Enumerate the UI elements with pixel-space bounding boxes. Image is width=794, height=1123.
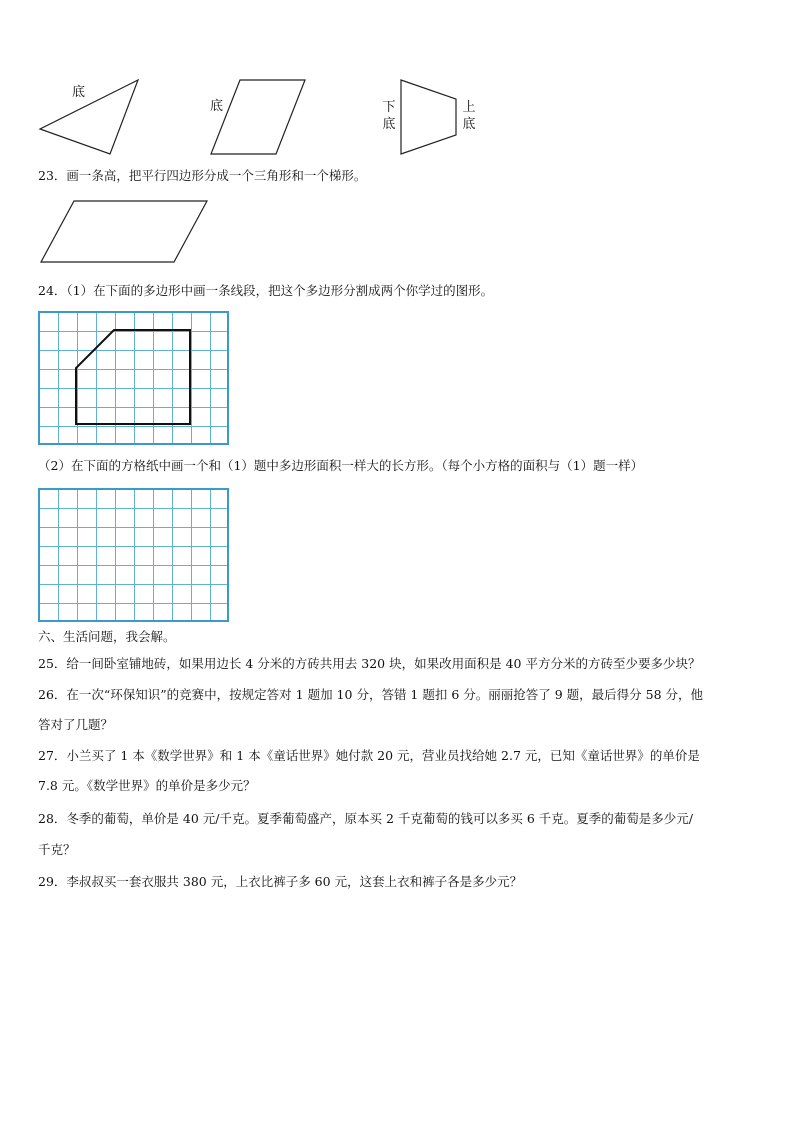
question-29: 29．李叔叔买一套衣服共 380 元，上衣比裤子多 60 元，这套上衣和裤子各是多少元？ [38, 874, 523, 889]
question-24-part-2: （2）在下面的方格纸中画一个和（1）题中多边形面积一样大的长方形。（每个小方格的面积与（1）题一样） [38, 458, 644, 473]
blank-grid[interactable] [38, 488, 229, 622]
question-26-line-1: 26．在一次“环保知识”的竞赛中，按规定答对 1 题加 10 分，答错 1 题扣 6 分。丽丽抢答了 9 题，最后得分 58 分，他 [38, 687, 703, 702]
triangle-base-label: 底 [72, 85, 86, 100]
question-26-line-2: 答对了几题？ [38, 717, 114, 732]
trapezoid-lower-base-label: 下 底 [382, 100, 396, 132]
trapezoid-upper-base-label: 上 底 [462, 100, 476, 132]
question-28-line-1: 28．冬季的葡萄，单价是 40 元/千克。夏季葡萄盛产，原本买 2 千克葡萄的钱可以多买 6 千克。夏季的葡萄是多少元/ [38, 811, 693, 826]
question-24-part-1: 24．（1）在下面的多边形中画一条线段，把这个多边形分割成两个你学过的图形。 [38, 283, 494, 298]
parallelogram-base-label: 底 [210, 99, 224, 114]
question-27-line-1: 27．小兰买了 1 本《数学世界》和 1 本《童话世界》她付款 20 元，营业员找给她 2.7 元，已知《童话世界》的单价是 [38, 748, 700, 763]
section-6-heading: 六、生活问题，我会解。 [38, 629, 176, 644]
question-23: 23．画一条高，把平行四边形分成一个三角形和一个梯形。 [38, 168, 367, 183]
polygon-shape [0, 0, 794, 460]
question-28-line-2: 千克？ [38, 842, 76, 857]
question-27-line-2: 7.8 元。《数学世界》的单价是多少元？ [38, 778, 256, 793]
question-25: 25．给一间卧室铺地砖，如果用边长 4 分米的方砖共用去 320 块，如果改用面积是 40 平方分米的方砖至少要多少块？ [38, 656, 701, 671]
